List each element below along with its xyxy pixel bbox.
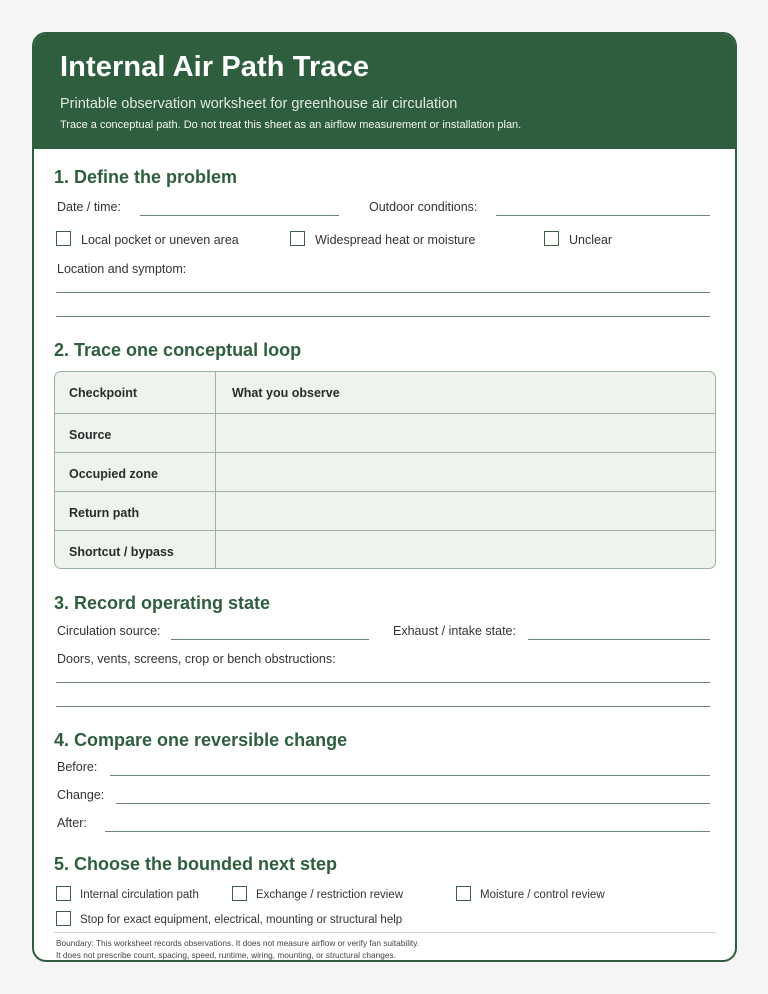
section-2-heading: 2. Trace one conceptual loop — [54, 340, 302, 360]
section-4-heading: 4. Compare one reversible change — [54, 730, 348, 750]
worksheet — [32, 32, 737, 962]
checkpoint-table — [54, 371, 716, 569]
footer-boundary-line-2: It does not prescribe count, spacing, speed, runtime, wiring, mounting, or structural changes. — [56, 950, 396, 960]
table-row — [55, 530, 715, 569]
location-symptom-line-2[interactable] — [56, 316, 710, 317]
obstructions-line-2[interactable] — [56, 706, 710, 707]
location-symptom-label: Location and symptom: — [57, 262, 187, 276]
after-label: After: — [57, 816, 87, 830]
page-subtitle: Printable observation worksheet for greenhouse air circulation — [60, 96, 458, 112]
header-banner — [34, 34, 735, 149]
checkpoint-source: Source — [69, 428, 112, 442]
section-3-heading: 3. Record operating state — [54, 593, 271, 613]
footer-boundary-line-1: Boundary: This worksheet records observations. It does not measure airflow or verify fan suitability. — [56, 938, 420, 948]
exhaust-intake-field[interactable] — [528, 639, 710, 640]
date-time-label: Date / time: — [57, 200, 121, 214]
checkbox-label-internal-circulation: Internal circulation path — [80, 889, 199, 901]
location-symptom-line-1[interactable] — [56, 292, 710, 293]
checkbox-label-exchange-restriction: Exchange / restriction review — [256, 889, 404, 901]
observe-source-cell[interactable] — [216, 414, 715, 452]
table-header-checkpoint: Checkpoint — [69, 386, 138, 400]
observe-return-path-cell[interactable] — [216, 492, 715, 530]
after-field[interactable] — [105, 831, 710, 832]
footer-divider — [54, 932, 716, 933]
section-1-heading: 1. Define the problem — [54, 167, 238, 187]
table-row — [55, 491, 715, 530]
checkbox-label-moisture-control: Moisture / control review — [480, 889, 605, 901]
outdoor-conditions-label: Outdoor conditions: — [369, 200, 478, 214]
observe-occupied-zone-cell[interactable] — [216, 453, 715, 491]
checkbox-local-pocket[interactable] — [56, 231, 71, 246]
obstructions-line-1[interactable] — [56, 682, 710, 683]
section-5-heading: 5. Choose the bounded next step — [54, 854, 338, 874]
checkpoint-return-path: Return path — [69, 506, 140, 520]
checkbox-label-stop-for-help: Stop for exact equipment, electrical, mounting or structural help — [80, 914, 403, 926]
checkbox-internal-circulation[interactable] — [56, 886, 71, 901]
circulation-source-label: Circulation source: — [57, 624, 161, 638]
circulation-source-field[interactable] — [171, 639, 369, 640]
outdoor-conditions-field[interactable] — [496, 215, 710, 216]
header-note: Trace a conceptual path. Do not treat this sheet as an airflow measurement or installation plan. — [60, 119, 522, 131]
checkbox-label-local-pocket: Local pocket or uneven area — [81, 233, 239, 247]
checkpoint-occupied-zone: Occupied zone — [69, 467, 158, 481]
before-label: Before: — [57, 760, 98, 774]
exhaust-intake-label: Exhaust / intake state: — [393, 624, 516, 638]
change-field[interactable] — [116, 803, 710, 804]
checkbox-moisture-control[interactable] — [456, 886, 471, 901]
checkbox-widespread[interactable] — [290, 231, 305, 246]
change-label: Change: — [57, 788, 105, 802]
observe-shortcut-bypass-cell[interactable] — [216, 531, 715, 569]
date-time-field[interactable] — [140, 215, 339, 216]
table-header-observe: What you observe — [232, 386, 340, 400]
checkbox-stop-for-help[interactable] — [56, 911, 71, 926]
checkbox-exchange-restriction[interactable] — [232, 886, 247, 901]
table-header-row — [55, 372, 715, 414]
table-row — [55, 413, 715, 452]
checkbox-unclear[interactable] — [544, 231, 559, 246]
table-row — [55, 452, 715, 491]
checkbox-label-unclear: Unclear — [569, 233, 613, 247]
before-field[interactable] — [110, 775, 710, 776]
checkbox-label-widespread: Widespread heat or moisture — [315, 233, 476, 247]
page-title: Internal Air Path Trace — [60, 51, 370, 83]
checkpoint-shortcut-bypass: Shortcut / bypass — [69, 545, 174, 559]
obstructions-label: Doors, vents, screens, crop or bench obstructions: — [57, 652, 336, 666]
